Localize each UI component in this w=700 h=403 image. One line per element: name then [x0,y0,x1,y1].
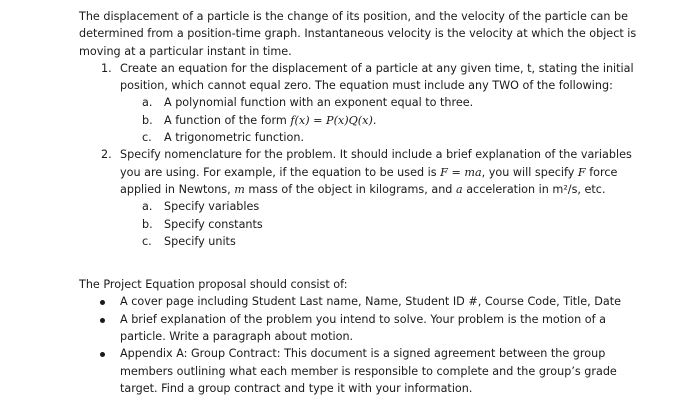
sub-item-text-end: . [372,113,377,127]
sub-item-text: Specify units [164,234,236,248]
item-number: 2. [101,148,112,162]
sub-list [120,94,639,146]
sub-list [120,198,639,250]
list-item-2 [79,146,639,250]
variable-symbol: a [455,182,463,196]
item-text: Create an equation for the displacement of a particle at any given time, t, stating the initial position, which cannot equal zero. The equation must include any TWO of the following: [120,61,634,93]
bullet-icon [100,318,105,323]
sub-item-text: A polynomial function with an exponent equal to three. [164,96,474,110]
bullet-text: A brief explanation of the problem you intend to solve. Your problem is the motion of a particle. Write a paragraph about motion. [120,312,606,344]
sub-item-letter: c. [142,131,152,145]
sub-item-letter: a. [142,200,153,214]
list-item-1 [79,60,639,146]
sub-item-text: Specify variables [164,200,260,214]
item-text: , you will specify [481,165,578,179]
sub-item [120,216,639,233]
item-number: 1. [101,61,112,75]
item-text: acceleration in m²/s, etc. [462,182,606,196]
sub-item [120,94,639,111]
bullet-item [79,293,639,310]
sub-item [120,129,639,146]
sub-item-text: Specify constants [164,217,263,231]
equation-formula: F = ma [440,165,482,179]
sub-item [120,198,639,215]
proposal-heading: The Project Equation proposal should consist of: [79,278,348,292]
sub-item-letter: b. [142,113,153,127]
item-text: Specify nomenclature for the problem. It should include a brief explanation of the variables you are using. For example, if the equation to be used is [120,148,632,179]
bullet-text: A cover page including Student Last name, Name, Student ID #, Course Code, Title, Date [120,295,622,309]
sub-item-letter: a. [142,96,153,110]
item-text: mass of the object in kilograms, and [244,182,456,196]
sub-item-text: A function of the form [164,113,291,127]
document-body [79,8,639,397]
spacer [79,250,639,276]
requirements-list [79,60,639,250]
variable-symbol: m [234,182,245,196]
bullet-icon [100,352,105,357]
sub-item [120,233,639,250]
variable-symbol: F [577,165,586,179]
proposal-list [79,293,639,397]
bullet-text: Appendix A: Group Contract: This document is a signed agreement between the group members outlining what each member is responsible to complete and the group’s grade target. Find a group contract and type it with your information. [120,347,617,395]
intro-paragraph: The displacement of a particle is the change of its position, and the velocity of the particle can be determined from a position-time graph. Instantaneous velocity is the velocity at which the object is moving at a particular instant in time. [79,10,637,58]
sub-item [120,112,639,129]
bullet-item [79,311,639,346]
sub-item-text: A trigonometric function. [164,131,305,145]
bullet-icon [100,300,105,305]
function-formula: f(x) = P(x)Q(x) [290,113,373,127]
sub-item-letter: b. [142,217,153,231]
sub-item-letter: c. [142,234,152,248]
bullet-item [79,345,639,397]
item-text: force applied in Newtons, [120,165,618,196]
